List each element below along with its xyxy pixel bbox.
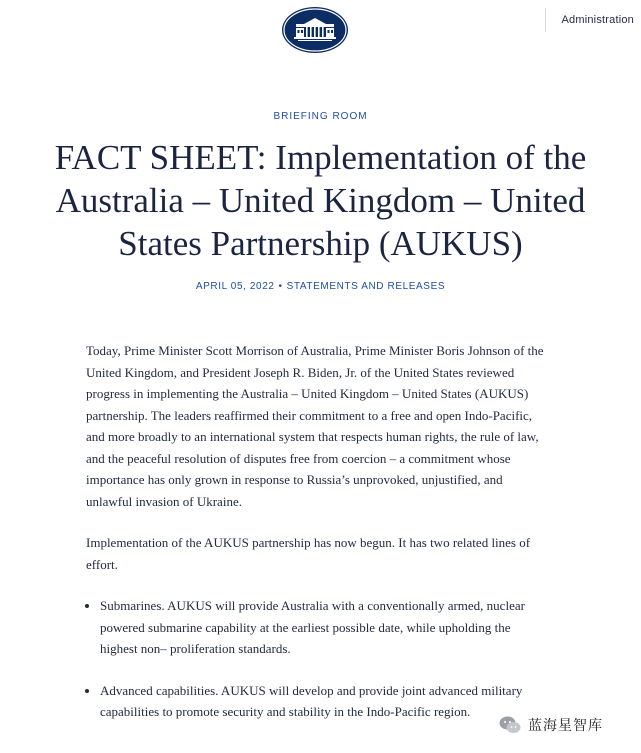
article-meta <box>0 281 641 292</box>
article-body <box>86 340 546 743</box>
category-link[interactable]: STATEMENTS AND RELEASES <box>286 281 446 292</box>
paragraph-implementation: Implementation of the AUKUS partnership has now begun. It has two related lines of effort. <box>86 535 531 572</box>
wechat-icon <box>498 713 522 737</box>
site-header <box>0 0 641 62</box>
white-house-logo-icon[interactable] <box>282 7 348 53</box>
page-title: FACT SHEET: Implementation of the Australia – United Kingdom – United States Partnership (AUKUS) <box>54 138 587 263</box>
nav-administration-link[interactable]: Administration <box>545 8 635 32</box>
meta-separator: • <box>278 281 283 292</box>
watermark-text: 蓝海星智库 <box>528 718 603 734</box>
list-item-submarines: • Submarines. AUKUS will provide Australia with a conventionally armed, nuclear powered submarine capability at the earliest possible date, while upholding the highest non– proliferation standards. <box>100 595 546 660</box>
briefing-room-link[interactable]: BRIEFING ROOM <box>273 111 368 122</box>
list-item-advanced-capabilities: • Advanced capabilities. AUKUS will develop and provide joint advanced military capabilities to promote security and stability in the Indo-Pacific region. <box>100 680 546 723</box>
paragraph-intro: Today, Prime Minister Scott Morrison of Australia, Prime Minister Boris Johnson of the United Kingdom, and President Joseph R. Biden, Jr. of the United States reviewed progress in implementing the Australia – United Kingdom – United States (AUKUS) partnership. The leaders reaffirmed their commitment to a free and open Indo-Pacific, and more broadly to an international system that respects human rights, the rule of law, and the peaceful resolution of disputes free from coercion – a commitment whose importance has only grown in response to Russia’s unprovoked, unjustified, and unlawful invasion of Ukraine. <box>86 343 544 509</box>
lines-of-effort-list <box>86 595 546 723</box>
wechat-watermark <box>494 711 607 739</box>
publish-date: APRIL 05, 2022 <box>195 281 275 292</box>
